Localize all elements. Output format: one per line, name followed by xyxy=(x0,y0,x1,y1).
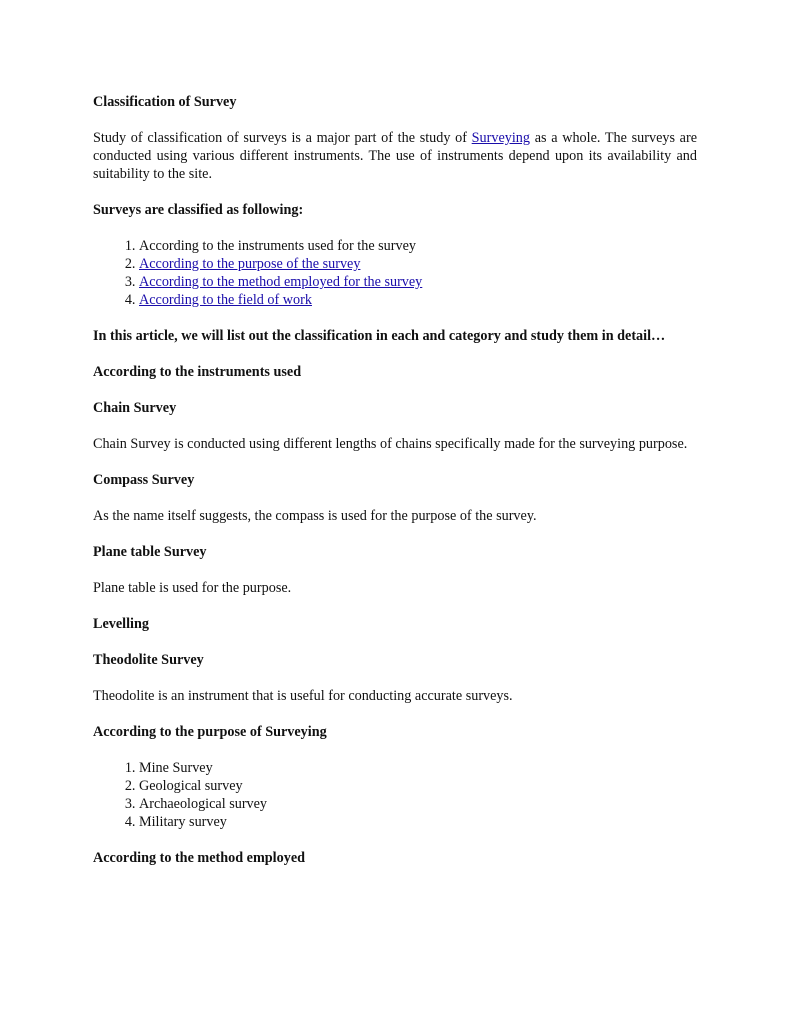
surveying-link[interactable]: Surveying xyxy=(471,130,530,146)
levelling-heading: Levelling xyxy=(93,616,149,632)
list-item xyxy=(139,759,697,777)
page-title: Classification of Survey xyxy=(93,94,237,110)
chain-survey-heading: Chain Survey xyxy=(93,400,177,416)
list-item xyxy=(139,813,697,831)
purpose-heading: According to the purpose of Surveying xyxy=(93,724,327,740)
list-item xyxy=(139,291,697,309)
theodolite-heading: Theodolite Survey xyxy=(93,652,204,668)
list-item xyxy=(139,273,697,291)
list-item-text: Military survey xyxy=(139,814,227,830)
purpose-link[interactable]: According to the purpose of the survey xyxy=(139,256,361,272)
chain-survey-text: Chain Survey is conducted using different lengths of chains specifically made for the surveying purpose. xyxy=(93,436,688,452)
theodolite-text: Theodolite is an instrument that is useful for conducting accurate surveys. xyxy=(93,688,513,704)
field-of-work-link[interactable]: According to the field of work xyxy=(139,292,312,308)
intro-text-after: as a whole. The surveys are conducted using various different instruments. The use of instruments depend upon its availability and suitability to the site. xyxy=(93,130,697,182)
classified-heading: Surveys are classified as following: xyxy=(93,202,304,218)
instruments-heading: According to the instruments used xyxy=(93,364,302,380)
intro-paragraph xyxy=(93,129,697,183)
plane-table-heading: Plane table Survey xyxy=(93,544,207,560)
list-item xyxy=(139,777,697,795)
method-link[interactable]: According to the method employed for the survey xyxy=(139,274,423,290)
document-body xyxy=(93,93,697,867)
list-item xyxy=(139,255,697,273)
list-item xyxy=(139,237,697,255)
list-item-text: Geological survey xyxy=(139,778,243,794)
compass-survey-text: As the name itself suggests, the compass is used for the purpose of the survey. xyxy=(93,508,537,524)
list-item-text: Mine Survey xyxy=(139,760,213,776)
article-note: In this article, we will list out the classification in each and category and study them in detail… xyxy=(93,328,666,344)
purpose-list xyxy=(93,759,697,831)
list-item xyxy=(139,795,697,813)
intro-text-before: Study of classification of surveys is a major part of the study of xyxy=(93,130,472,146)
method-heading: According to the method employed xyxy=(93,850,306,866)
list-item-text: Archaeological survey xyxy=(139,796,268,812)
plane-table-text: Plane table is used for the purpose. xyxy=(93,580,292,596)
list-item-text: According to the instruments used for the survey xyxy=(139,238,416,254)
compass-survey-heading: Compass Survey xyxy=(93,472,195,488)
classification-list xyxy=(93,237,697,309)
